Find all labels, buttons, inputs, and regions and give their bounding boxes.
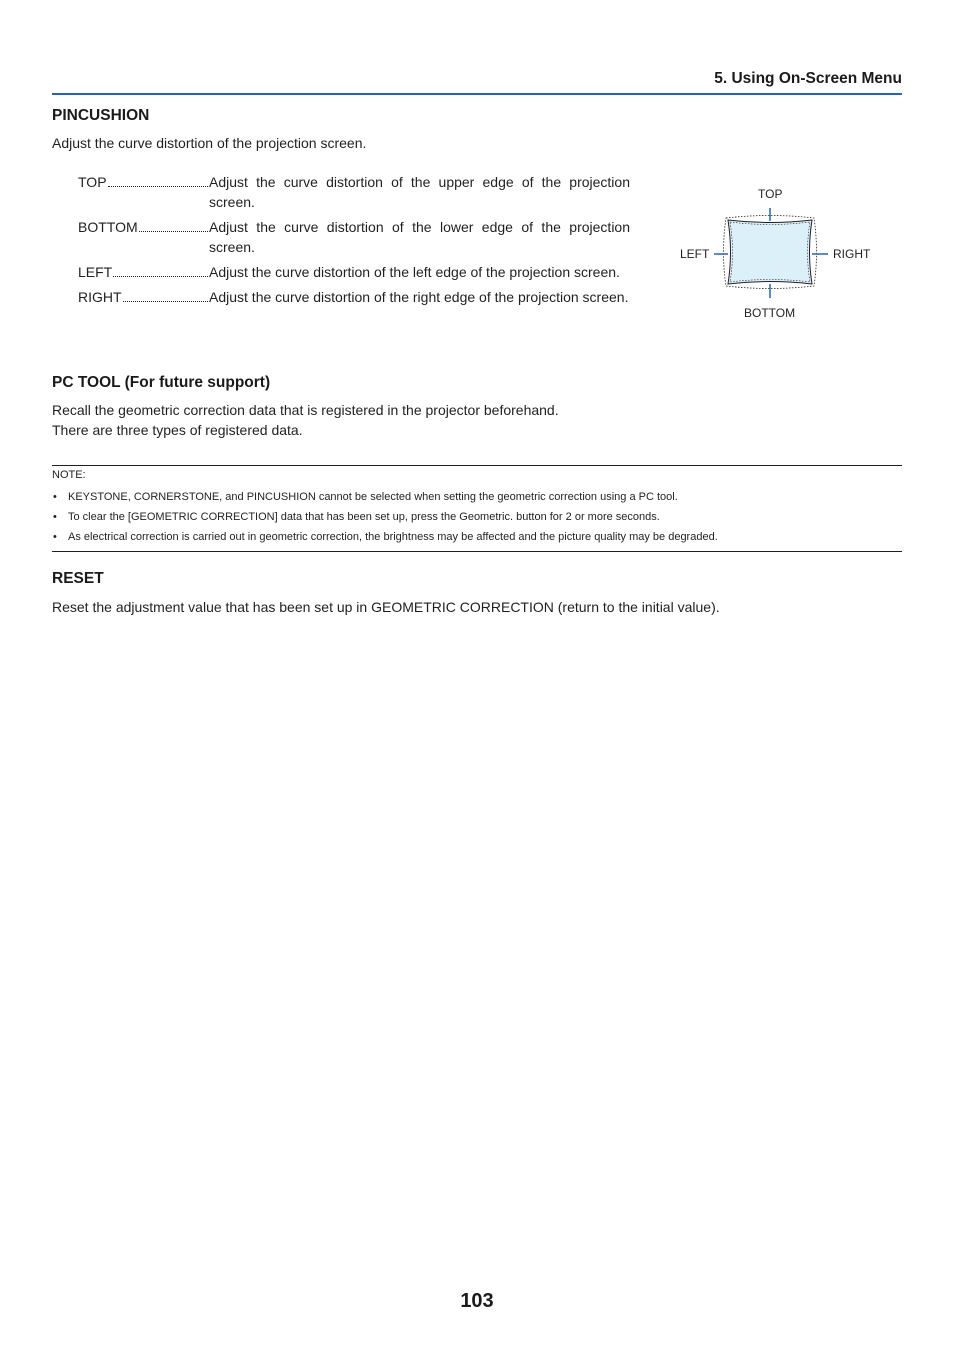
- note-box: [52, 465, 902, 552]
- definition-description: Adjust the curve distortion of the lower edge of the projection screen.: [209, 219, 630, 255]
- chapter-title: 5. Using On-Screen Menu: [714, 70, 902, 87]
- definition-row-top: [78, 172, 630, 212]
- definition-term: LEFT: [78, 262, 209, 282]
- pincushion-definition-list: [78, 172, 630, 312]
- diagram-label-right: RIGHT: [833, 247, 871, 261]
- definition-row-left: [78, 262, 630, 282]
- definition-row-bottom: [78, 217, 630, 257]
- pincushion-diagram: [670, 180, 890, 330]
- reset-text: Reset the adjustment value that has been set up in GEOMETRIC CORRECTION (return to the initial value).: [52, 599, 720, 615]
- reset-heading: RESET: [52, 570, 104, 587]
- header-rule: [52, 93, 902, 95]
- definition-row-right: [78, 287, 630, 307]
- pincushion-intro: Adjust the curve distortion of the projection screen.: [52, 135, 367, 151]
- note-list: [52, 487, 718, 547]
- definition-term: RIGHT: [78, 287, 209, 307]
- bullet-icon: •: [53, 531, 57, 543]
- dot-leader: [108, 186, 208, 187]
- screen-shape: [728, 220, 812, 284]
- pc-tool-line-1: Recall the geometric correction data that is registered in the projector beforehand.: [52, 402, 559, 418]
- note-item: • As electrical correction is carried out in geometric correction, the brightness may be affected and the picture quality may be degraded.: [52, 527, 718, 547]
- diagram-label-top: TOP: [758, 187, 783, 201]
- bullet-icon: •: [53, 511, 57, 523]
- pincushion-heading: PINCUSHION: [52, 107, 150, 124]
- bullet-icon: •: [53, 491, 57, 503]
- pc-tool-line-2: There are three types of registered data.: [52, 422, 303, 438]
- note-item: • KEYSTONE, CORNERSTONE, and PINCUSHION cannot be selected when setting the geometric correction using a PC tool.: [52, 487, 718, 507]
- diagram-label-bottom: BOTTOM: [744, 306, 796, 320]
- pc-tool-heading: PC TOOL (For future support): [52, 374, 271, 391]
- page-number: 103: [460, 1290, 494, 1312]
- diagram-label-left: LEFT: [680, 247, 710, 261]
- definition-description: Adjust the curve distortion of the left edge of the projection screen.: [209, 264, 620, 280]
- definition-description: Adjust the curve distortion of the upper edge of the projection screen.: [209, 174, 630, 210]
- dot-leader: [123, 301, 208, 302]
- dot-leader: [113, 276, 208, 277]
- note-title: NOTE:: [52, 469, 86, 481]
- definition-description: Adjust the curve distortion of the right edge of the projection screen.: [209, 289, 629, 305]
- definition-term: BOTTOM: [78, 217, 209, 237]
- note-item: • To clear the [GEOMETRIC CORRECTION] data that has been set up, press the Geometric. button for 2 or more seconds.: [52, 507, 718, 527]
- dot-leader: [139, 231, 208, 232]
- definition-term: TOP: [78, 172, 209, 192]
